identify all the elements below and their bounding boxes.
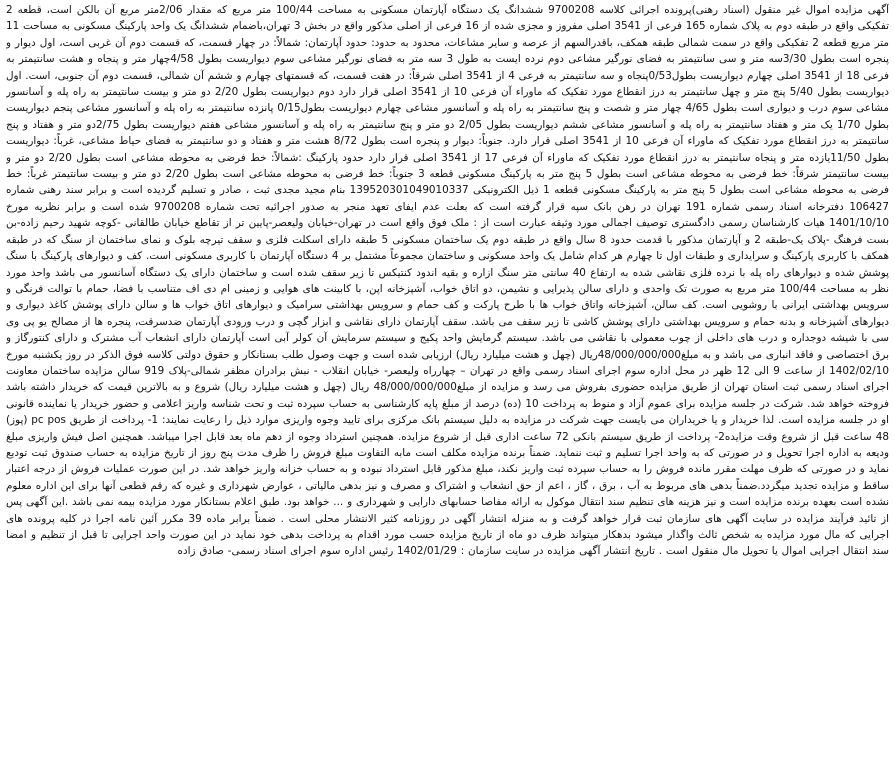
auction-notice-text: آگهی مزایده اموال غیر منقول (اسناد رهنی)پرونده اجرائی کلاسه 9700208 ششدانگ یک دستگاه آپارتمان مسکونی به مساحت 100/44 متر مربع که مقدار 2/06متر مربع آن بالکن است، قطعه 2 تفکیکی واقع در طبقه دوم به پلاک شماره 165 فرعی از 3541 اصلی مفروز و مجزی شده از 16 فرعی از اصلی مذکور واقع در بخش 3 تهران،باضمام ششدانگ یک واحد پارکینگ مسکونی به مساحت 11 متر مربع قطعه 2 تفکیکی واقع در سمت شمالی طبقه همکف، باقدرالسهم از عرصه و سایر مشاعات، محدود به حدود: حدود آپارتمان: شمالاً: در چهار قسمت، که قسمت دوم آن غربی است، اول دیوار و پنجره است بطول 3/30سه متر و سی سانتیمتر به فضای نورگیر مشاعی دوم نرده ایست به طول 3 سه متر به فضای نورگیر مشاعی سوم دیواریست بطول 4/58چهار متر و پنجاه و هشت سانتیمتر به فرعی 18 از 3541 اصلی چهارم دیواریست بطول0/53پنجاه و سه سانتیمتر به فرعی 4 از 3541 اصلی شرقاً: در هفت قسمت، که قسمتهای چهارم و ششم آن شمالی، قسمت دوم آن جنوبی، است. اول دیواریست بطول 5/40 پنج متر و چهل سانتیمتر به درز انقطاع مورد تفکیک که ماوراء آن فرعی 10 از 3541 اصلی قرار دارد دوم دیواریست بطول 2/20 دو متر و بیست سانتیمتر به راه پله و آسانسور مشاعی سوم درب و دیواری است بطول 4/65 چهار متر و شصت و پنج سانتیمتر به راه پله و آسانسور مشاعی چهارم دیواریست بطول0/15 پانزده سانتیمتر به راه پله و آسانسور مشاعی پنجم دیواریست بطول 1/70 یک متر و هفتاد سانتیمتر به راه پله و آسانسور مشاعی ششم دیواریست بطول 2/05 دو متر و پنج سانتیمتر به راه پله و آسانسور مشاعی هفتم دیواریست بطول 2/75دو متر و هفتاد و پنج سانتیمتر به درز انقطاع مورد تفکیک که ماوراء آن فرعی 10 از 3541 اصلی قرار دارد. جنوباً: دیوار و پنجره است بطول 8/72 هشت متر و هفتاد و دو سانتیمتر به فضای حیاط مشاعی، غرباً: دیواریست بطول 11/50یازده متر و پنجاه سانتیمتر به درز انقطاع مورد تفکیک که ماوراء آن فرعی 17 از 3541 اصلی قرار دارد حدود پارکینگ :شمالاً: خط فرضی به محوطه مشاعی است بطول 2/20 دو متر و بیست سانتیمتر شرقاً: خط فرضی به محوطه مشاعی است بطول 5 پنج متر به پارکینگ مسکونی قطعه 3 جنوباً: خط فرضی به محوطه مشاعی است بطول 2/20 دو متر و بیست سانتیمتر غرباً: خط فرضی به محوطه مشاعی است بطول 5 پنج متر به پارکینگ مسکونی قطعه 1 ذیل الکترونیکی 139520301049010337 بنام مجید مجدی ثبت ، صادر و تسلیم گردیده است و برابر سند رهنی شماره 106427 دفترخانه اسناد رسمی شماره 191 تهران در رهن بانک سپه قرار گرفته است که بعلت عدم ایفای تعهد منجر به صدور اجرائیه تحت شماره 9700208 شده است و برابر نظریه مورخ 1401/10/10 هیات کارشناسان رسمی دادگستری توصیف اجمالی مورد وثیقه عبارت است از : ملک فوق واقع است در تهران-خیابان ولیعصر-پایین تر از تقاطع خیابان طالقانی -کوچه شهید رحیم زاده-بن بست فرهنگ -پلاک یک-طبقه 2 و آپارتمان مذکور با قدمت حدود 8 سال واقع در طبقه دوم یک ساختمان مسکونی 5 طبقه دارای اسکلت فلزی و سقف تیرچه بلوک و نمای ساختمان از سنگ که در طبقه همکف با کاربری پارکینگ و سرایداری و طبقات اول تا چهارم هر کدام شامل یک واحد مسکونی و ساختمان مجموعاً مشتمل بر 4 دستگاه آپارتمان با کاربری مسکونی است. کف و دیوارهای پارکینگ با سنگ پوشش شده و دیوارهای راه پله با نرده فلزی نقاشی شده به ارتفاع 40 سانتی متر سنگ ازاره و بقیه اندود کنتیکس تا زیر سقف شده است و ساختمان دارای یک دستگاه آسانسور می باشد واحد مورد نظر به مساحت 100/44 متر مربع به صورت تک واحدی و دارای سالن پذیرایی و نشیمن، دو اتاق خواب، آشپزخانه اپن، با کابینت های هوایی و زمینی ام دی اف متناسب با فضا، حمام با توالت فرنگی و سرویس بهداشتی ایرانی با روشویی است. کف سالن، آشپزخانه واتاق خواب ها با طرح پارکت و کف حمام و سرویس بهداشتی سرامیک و دیوارهای اتاق خواب ها و سالن دارای پوشش کاغذ دیواری و دیوارهای آشپزخانه و بدنه حمام و سرویس بهداشتی دارای پوشش کاشی تا زیر سقف می باشد. سقف آپارتمان دارای نقاشی و ابزار گچی و درب ورودی آپارتمان ضدسرقت، پنجره ها از مصالح یو پی وی سی با شیشه دوجداره و درب های داخلی از چوب معمولی با نقاشی می باشد. سیستم گرمایش واحد پکیج و سیستم سرمایش آن کولر آبی است آپارتمان دارای انشعاب آب مشترک و دارای کنتورگاز و برق اختصاصی و فاقد انباری می باشد و به مبلغ48/000/000/000ریال (چهل و هشت میلیارد ریال) ارزیابی شده است و جهت وصول طلب بستانکار و حقوق دولتی کلاسه فوق الذکر در روز یکشنبه مورخ 1402/02/10 از ساعت 9 الی 12 ظهر در محل اداره سوم اجرای اسناد رسمی واقع در تهران – چهارراه ولیعصر- خیابان انقلاب - نبش برادران مظفر شمالی-پلاک 919 سالن مزایده ساختمان معاونت اجرای اسناد رسمی ثبت استان تهران از طریق مزایده حضوری بفروش می رسد و مزایده از مبلغ48/000/000/000 ریال (چهل و هشت میلیارد ریال) شروع و به بالاترین قیمت که خریدار داشته باشد فروخته خواهد شد. شرکت در جلسه مزایده برای عموم آزاد و منوط به پرداخت 10 (ده) درصد از مبلغ پایه کارشناسی به حساب سپرده ثبت و تحت شناسه واریز اعلامی و حضور خریدار یا نماینده قانونی او در جلسه مزایده است. لذا خریدار و یا خریداران می بایست جهت شرکت در مزایده به دلیل سیستم بانک مرکزی برای تایید وجوه واریزی موارد ذیل را رعایت نمایند: 1- پرداخت از طریق pc pos (پوز) 48 ساعت قبل از شروع وقت مزایده2- پرداخت از طریق سیستم بانکی 72 ساعت اداری قبل از شروع مزایده. همچنین استرداد وجوه از دهم ماه بعد قابل اجرا میباشد. همچنین اصل فیش واریزی مبلغ ودیعه به اداره اجرا تحویل و در صورتی که به واحد اجرا تسلیم و ثبت ننماید. ضمناً برنده مزایده مکلف است مابه التفاوت مبلغ فروش را ظرف مدت پنج روز از تاریخ مزایده به حساب صندوق ثبت تودیع نماید و در صورتی که ظرف مهلت مقرر مانده فروش را به حساب سپرده ثبت واریز نکند، مبلغ مذکور قابل استرداد نبوده و به حساب خزانه واریز خواهد شد. در این صورت عملیات فروش از درجه اعتبار ساقط و مزایده تجدید میگردد.ضمناً بدهی های مربوط به آب ، برق ، گاز ، اعم از حق انشعاب و اشتراک و مصرف و نیز بدهی مالیاتی ، عوارض شهرداری و غیره که رقم قطعی آنها برای این اداره معلوم نشده است بعهده برنده مزایده است و نیز هزینه های تنظیم سند انتقال موکول به ارائه مفاصا حسابهای دارایی و شهرداری و ... خواهد بود. طبق اعلام بستانکار مورد مزایده بیمه نمی باشد .این آگهی پس از تائید فرآیند مزایده در سایت آگهی های سازمان ثبت قرار خواهد گرفت و به منزله انتشار آگهی در روزنامه کثیر الانتشار محلی است . ضمناً برابر ماده 39 مکرر آئین نامه اجرا در کلیه پرونده های اجرایی که مال مورد مزایده به شخص ثالث واگذار میشود بدهکار میتواند ظرف دو ماه از تاریخ مزایده حسب مورد اقدام به پرداخت بدهی خود نماید در این صورت واحد اجرایی تا قبل از تنظیم و امضا سند انتقال اجرایی اموال یا تحویل مال منقول است . تاریخ انتشار آگهی مزایده در سایت سازمان : 1402/01/29 رئیس اداره سوم اجرای اسناد رسمی- صادق زاده bbox=[6, 4, 889, 558]
